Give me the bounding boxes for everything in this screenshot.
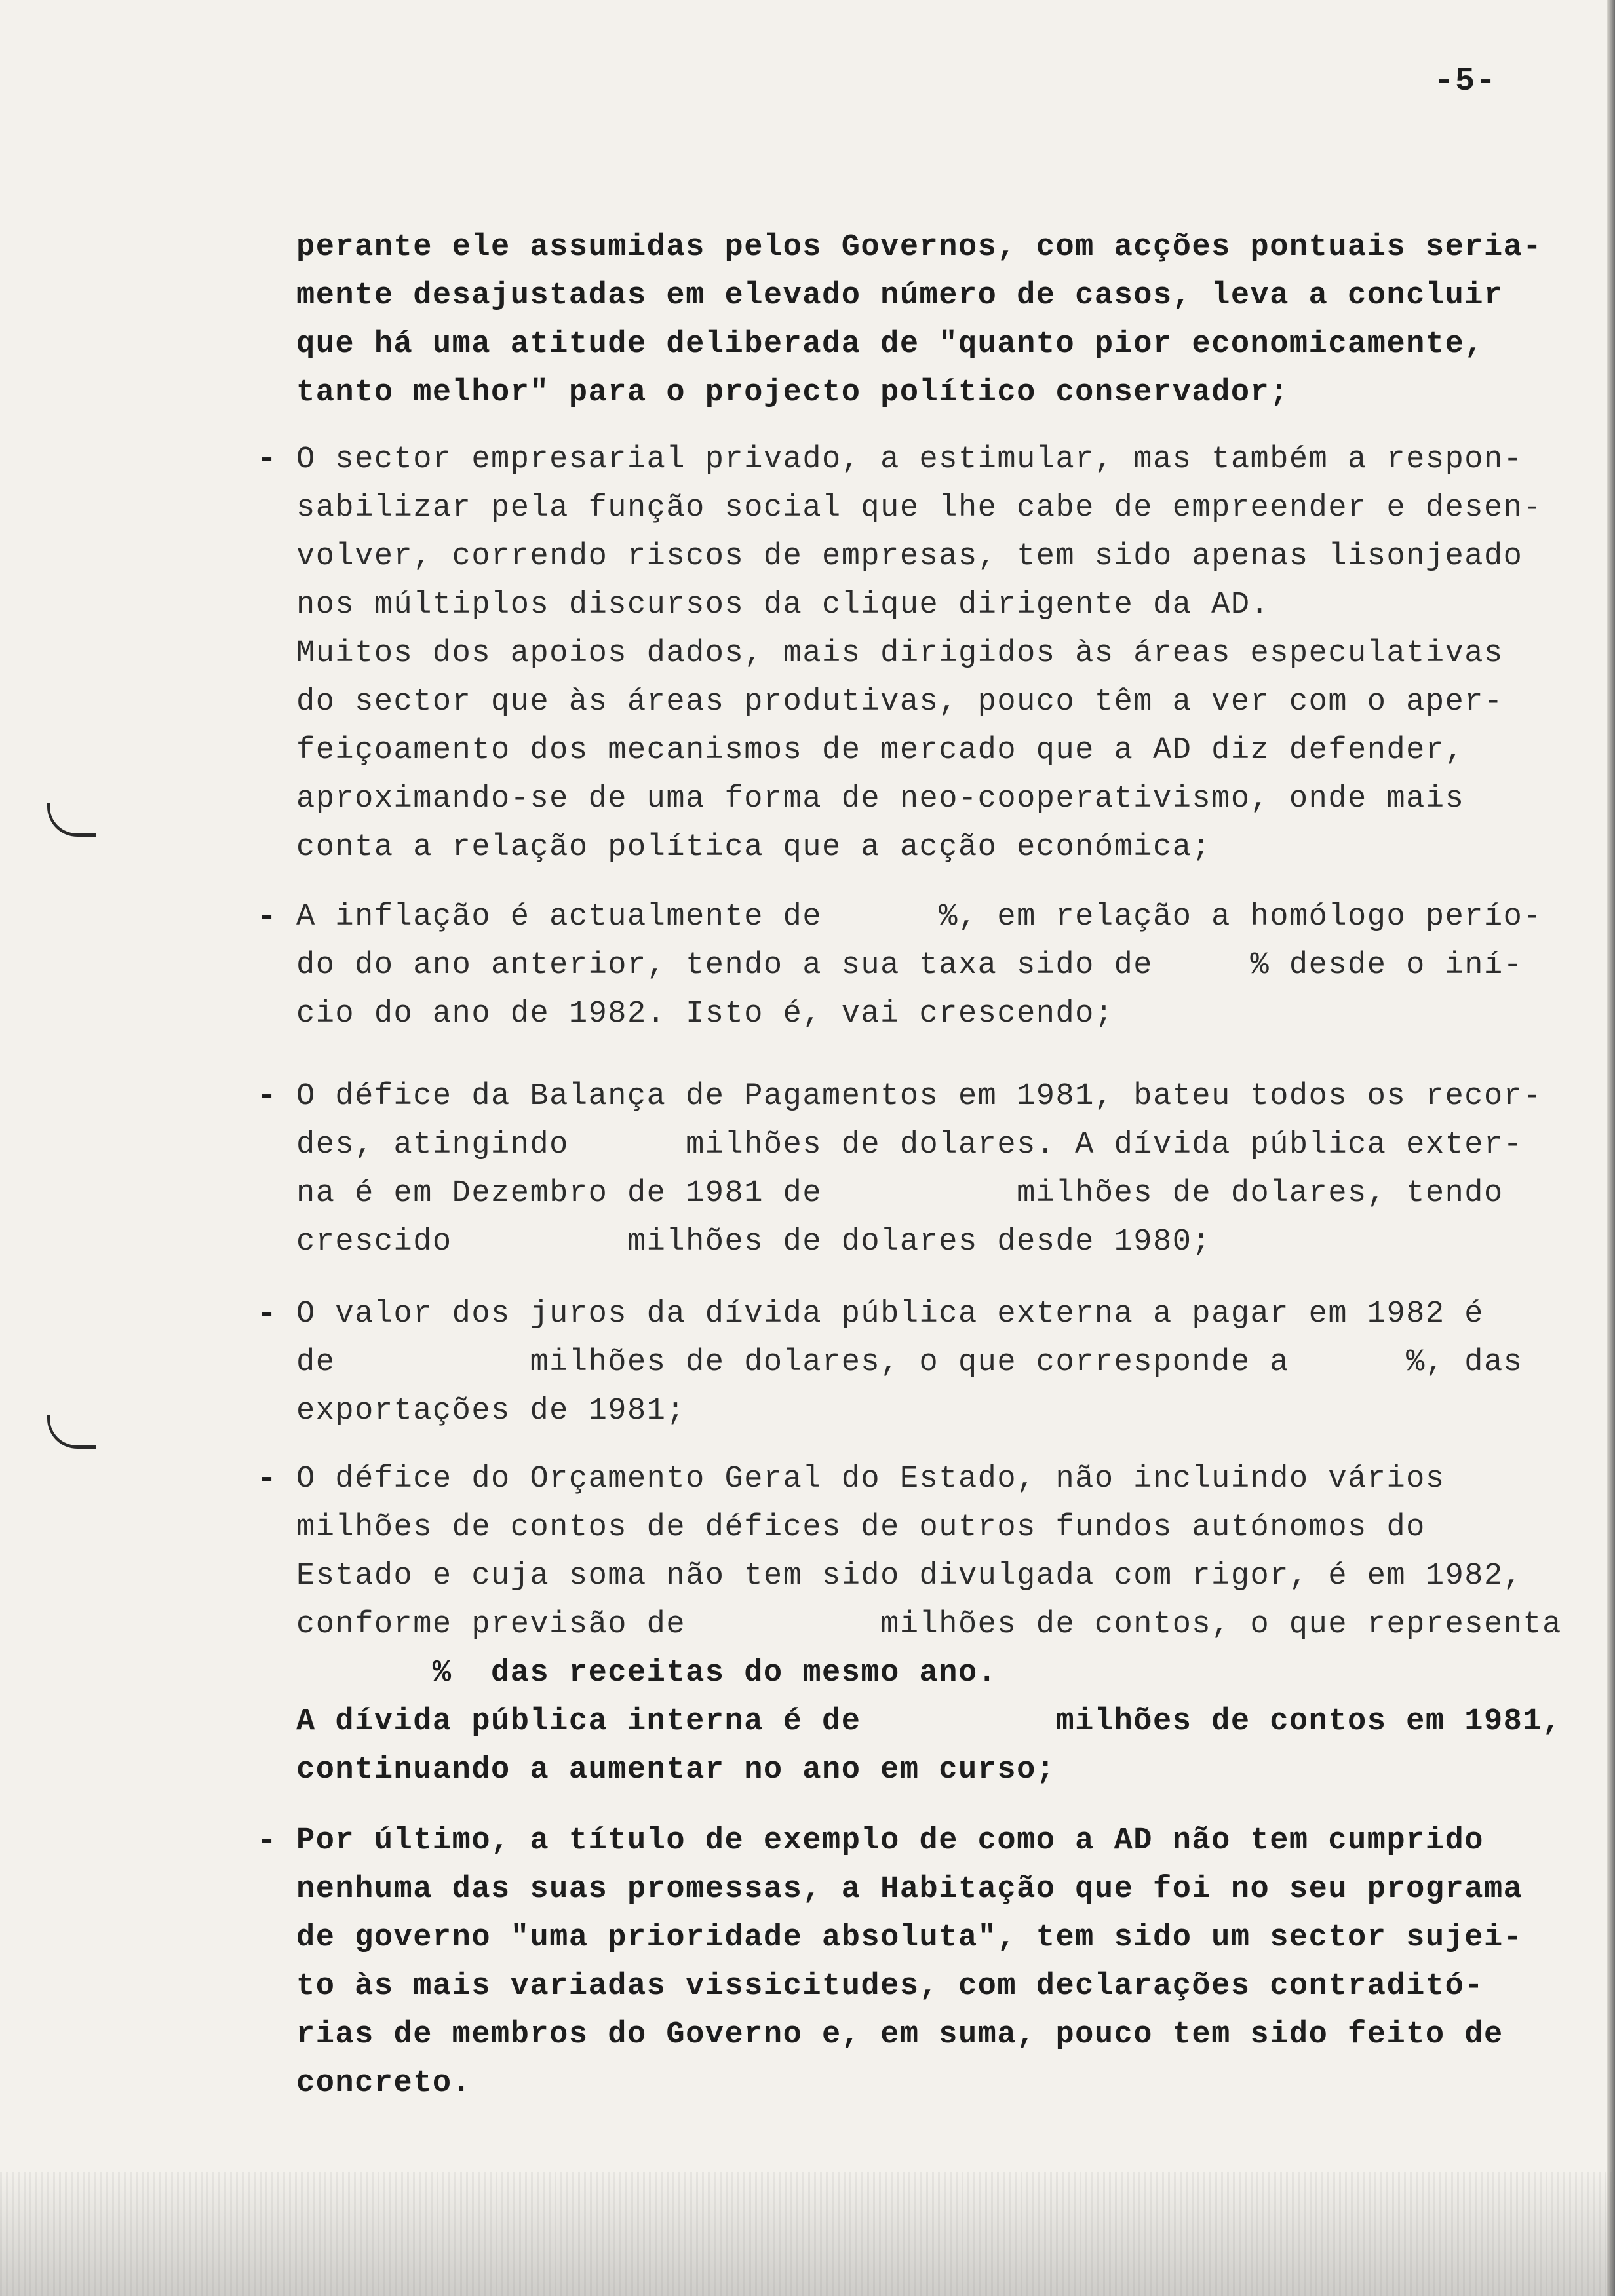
bullet-dash: - <box>257 898 277 936</box>
text-line: rias de membros do Governo e, em suma, pouco tem sido feito de <box>296 2018 1504 2052</box>
text-line: do do ano anterior, tendo a sua taxa sido de % desde o iní- <box>296 948 1523 983</box>
text-line: concreto. <box>296 2066 472 2101</box>
text-line: A dívida pública interna é de milhões de contos em 1981, <box>296 1704 1562 1739</box>
text-line: Estado e cuja soma não tem sido divulgada com rigor, é em 1982, <box>296 1559 1523 1594</box>
text-line: to às mais variadas vissicitudes, com declarações contraditó- <box>296 1969 1484 2004</box>
bullet-dash: - <box>257 1295 277 1333</box>
text-line: aproximando-se de uma forma de neo-cooperativismo, onde mais <box>296 782 1465 816</box>
text-line: sabilizar pela função social que lhe cabe de empreender e desen- <box>296 491 1543 526</box>
text-line: O sector empresarial privado, a estimular, mas também a respon- <box>296 442 1523 477</box>
text-line: perante ele assumidas pelos Governos, com acções pontuais seria- <box>296 230 1543 265</box>
text-line: continuando a aumentar no ano em curso; <box>296 1753 1056 1788</box>
text-line: de governo "uma prioridade absoluta", tem sido um sector sujei- <box>296 1921 1523 1955</box>
text-line: mente desajustadas em elevado número de casos, leva a concluir <box>296 278 1504 313</box>
text-line: O défice do Orçamento Geral do Estado, não incluindo vários <box>296 1462 1445 1497</box>
text-line: Por último, a título de exemplo de como a AD não tem cumprido <box>296 1824 1484 1858</box>
bullet-dash: - <box>257 1461 277 1498</box>
bullet-dash: - <box>257 1822 277 1860</box>
text-line: % das receitas do mesmo ano. <box>296 1656 998 1691</box>
text-line: volver, correndo riscos de empresas, tem sido apenas lisonjeado <box>296 539 1523 574</box>
text-line: conta a relação política que a acção económica; <box>296 830 1212 865</box>
text-line: cio do ano de 1982. Isto é, vai crescendo; <box>296 997 1114 1031</box>
text-line: tanto melhor" para o projecto político conservador; <box>296 375 1289 410</box>
text-line: exportações de 1981; <box>296 1394 686 1428</box>
text-line: O valor dos juros da dívida pública externa a pagar em 1982 é <box>296 1297 1484 1331</box>
text-line: que há uma atitude deliberada de "quanto pior economicamente, <box>296 327 1484 362</box>
text-line: nos múltiplos discursos da clique dirigente da AD. <box>296 588 1270 622</box>
text-line: des, atingindo milhões de dolares. A dívida pública exter- <box>296 1128 1523 1162</box>
text-line: crescido milhões de dolares desde 1980; <box>296 1225 1212 1259</box>
text-line: feiçoamento dos mecanismos de mercado que a AD diz defender, <box>296 733 1465 768</box>
text-line: nenhuma das suas promessas, a Habitação que foi no seu programa <box>296 1872 1523 1907</box>
text-line: A inflação é actualmente de %, em relação a homólogo perío- <box>296 900 1543 934</box>
bullet-dash: - <box>257 1078 277 1115</box>
text-line: milhões de contos de défices de outros fundos autónomos do <box>296 1510 1426 1545</box>
page-number: -5- <box>1434 63 1498 100</box>
text-line: na é em Dezembro de 1981 de milhões de dolares, tendo <box>296 1176 1504 1211</box>
text-line: Muitos dos apoios dados, mais dirigidos às áreas especulativas <box>296 636 1504 671</box>
text-line: O défice da Balança de Pagamentos em 1981, bateu todos os recor- <box>296 1079 1543 1114</box>
bullet-dash: - <box>257 441 277 478</box>
text-line: do sector que às áreas produtivas, pouco têm a ver com o aper- <box>296 685 1504 719</box>
text-line: de milhões de dolares, o que corresponde a %, das <box>296 1345 1523 1380</box>
text-line: conforme previsão de milhões de contos, o que representa <box>296 1607 1562 1642</box>
